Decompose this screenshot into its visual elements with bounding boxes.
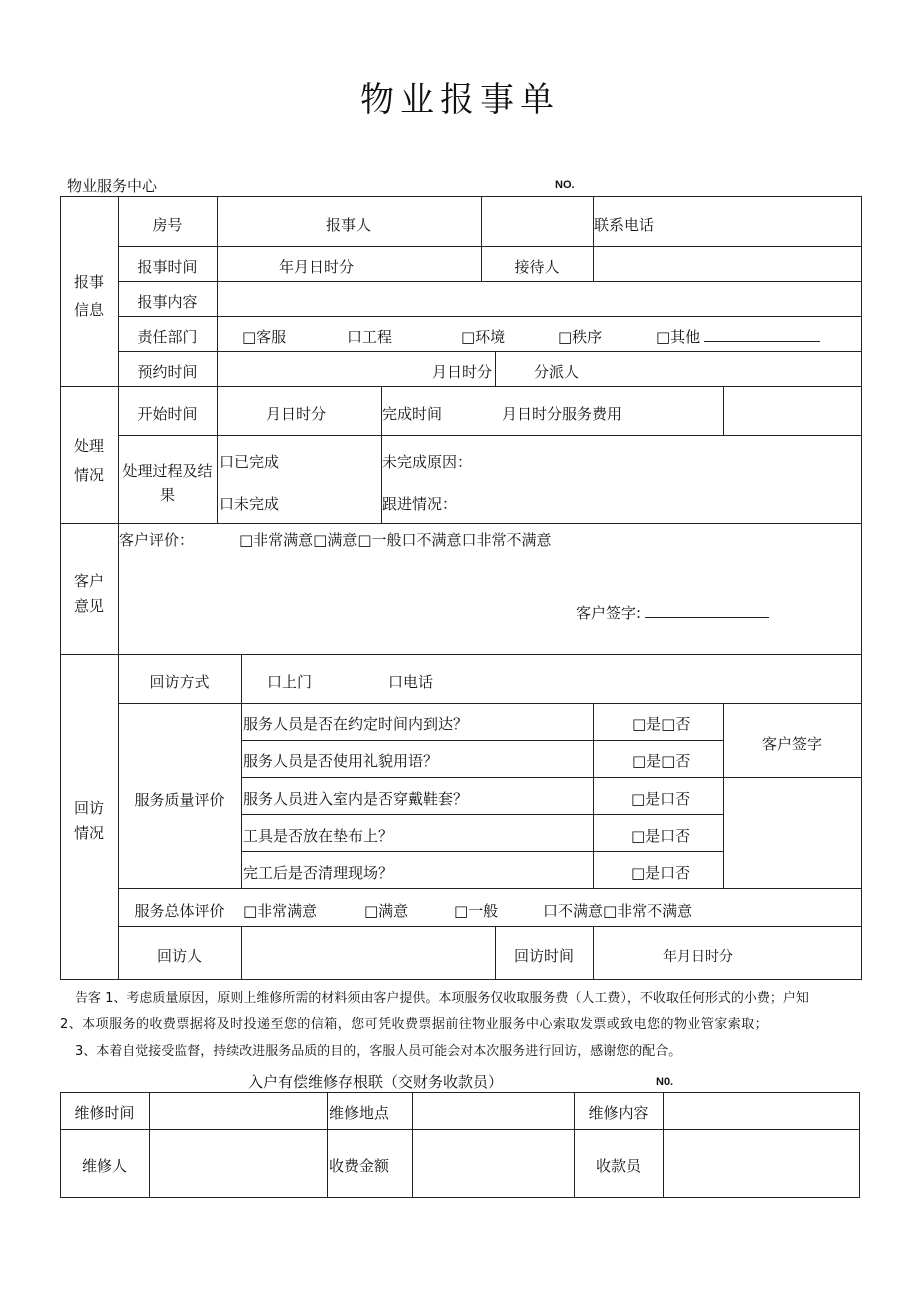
processing-section-label: 处理 情况 bbox=[73, 437, 104, 484]
followup-label: 跟进情况： bbox=[382, 495, 458, 513]
dept-option-other[interactable]: □其他 bbox=[656, 326, 820, 347]
quality-question: 服务人员是否使用礼貌用语？ bbox=[243, 752, 439, 770]
phone-label: 联系电话 bbox=[594, 216, 655, 234]
quality-question: 完工后是否清理现场？ bbox=[243, 864, 394, 882]
quality-answer[interactable]: □是口否 bbox=[631, 864, 691, 882]
service-center-label: 物业服务中心 bbox=[67, 177, 158, 195]
stub-title: 入户有偿维修存根联（交财务收款员） bbox=[248, 1073, 504, 1091]
undone-reason-label: 未完成原因： bbox=[382, 453, 473, 471]
stub-number-label: N0. bbox=[656, 1076, 674, 1088]
dept-label: 责任部门 bbox=[137, 328, 198, 346]
note-line: 告客 1、考虑质量原因，原则上维修所需的材料须由客户提供。本项服务仅收取服务费（人工费），不收取任何形式的小费；户知 bbox=[75, 991, 809, 1006]
start-time-value: 月日时分 bbox=[266, 405, 327, 423]
signature-blank-line bbox=[645, 603, 769, 618]
note-line: 3、本着自觉接受监督，持续改进服务品质的目的，客服人员可能会对本次服务进行回访，感谢您的配合。 bbox=[75, 1044, 682, 1059]
start-time-label: 开始时间 bbox=[137, 405, 198, 423]
cashier-label: 收款员 bbox=[595, 1157, 641, 1175]
dept-option-environment[interactable]: □环境 bbox=[461, 328, 506, 346]
quality-question: 服务人员是否在约定时间内到达？ bbox=[243, 715, 469, 733]
repair-place-label: 维修地点 bbox=[329, 1104, 390, 1122]
dept-option-customer-service[interactable]: □客服 bbox=[242, 328, 287, 346]
overall-option-average[interactable]: □一般 bbox=[454, 902, 499, 920]
repairer-label: 维修人 bbox=[81, 1157, 127, 1175]
visit-time-label: 回访时间 bbox=[513, 947, 574, 965]
overall-option-satisfied[interactable]: □满意 bbox=[364, 902, 409, 920]
note-line: 2、本项服务的收费票据将及时投递至您的信箱，您可凭收费票据前往物业服务中心索取发票或致电您的物业管家索取； bbox=[60, 1017, 769, 1032]
customer-eval-options[interactable]: □非常满意□满意□一般口不满意口非常不满意 bbox=[239, 531, 552, 549]
dispatcher-label: 分派人 bbox=[534, 363, 580, 381]
page-title: 物业报事单 bbox=[360, 80, 560, 120]
other-blank-line bbox=[704, 327, 820, 342]
overall-eval-label: 服务总体评价 bbox=[134, 902, 225, 920]
repair-time-label: 维修时间 bbox=[74, 1104, 135, 1122]
room-label: 房号 bbox=[152, 216, 183, 234]
done-option[interactable]: 口已完成 bbox=[219, 453, 280, 471]
dept-option-engineering[interactable]: 口工程 bbox=[347, 328, 393, 346]
appointment-label: 预约时间 bbox=[137, 363, 198, 381]
report-time-value: 年月日时分 bbox=[279, 258, 355, 276]
complete-time-label: 完成时间 bbox=[382, 405, 443, 423]
process-result-label: 处理过程及结 果 bbox=[122, 462, 213, 504]
revisit-customer-sign-label: 客户签字 bbox=[761, 735, 822, 753]
revisit-method-phone[interactable]: 口电话 bbox=[388, 673, 434, 691]
complete-time-value: 月日时分服务费用 bbox=[502, 405, 623, 423]
quality-answer[interactable]: □是口否 bbox=[631, 827, 691, 845]
customer-signature[interactable]: 客户签字: bbox=[576, 602, 769, 623]
quality-question: 工具是否放在垫布上？ bbox=[243, 827, 394, 845]
report-info-section-label: 报事 信息 bbox=[73, 273, 104, 319]
revisit-section-label: 回访 情况 bbox=[73, 799, 104, 842]
revisit-method-label: 回访方式 bbox=[149, 673, 210, 691]
fee-label: 收费金额 bbox=[329, 1157, 390, 1175]
quality-question: 服务人员进入室内是否穿戴鞋套？ bbox=[243, 790, 469, 808]
visit-time-value: 年月日时分 bbox=[663, 949, 733, 965]
reporter-label: 报事人 bbox=[326, 216, 372, 234]
receiver-label: 接待人 bbox=[514, 258, 560, 276]
revisit-method-visit[interactable]: 口上门 bbox=[267, 673, 313, 691]
quality-answer[interactable]: □是口否 bbox=[631, 790, 691, 808]
quality-eval-label: 服务质量评价 bbox=[134, 791, 225, 809]
quality-answer[interactable]: □是□否 bbox=[632, 715, 691, 733]
visitor-label: 回访人 bbox=[156, 947, 202, 965]
undone-option[interactable]: 口未完成 bbox=[219, 495, 280, 513]
quality-answer[interactable]: □是□否 bbox=[632, 752, 691, 770]
overall-option-dissatisfied[interactable]: 口不满意□非常不满意 bbox=[543, 902, 693, 920]
overall-option-very-satisfied[interactable]: □非常满意 bbox=[243, 902, 318, 920]
customer-eval-label: 客户评价： bbox=[119, 531, 195, 549]
report-time-label: 报事时间 bbox=[137, 258, 198, 276]
dept-option-order[interactable]: □秩序 bbox=[558, 328, 603, 346]
appointment-value: 月日时分 bbox=[432, 363, 493, 381]
customer-section-label: 客户 意见 bbox=[73, 572, 104, 615]
repair-content-label: 维修内容 bbox=[588, 1104, 649, 1122]
form-number-label: NO. bbox=[555, 179, 575, 191]
content-label: 报事内容 bbox=[137, 293, 198, 311]
